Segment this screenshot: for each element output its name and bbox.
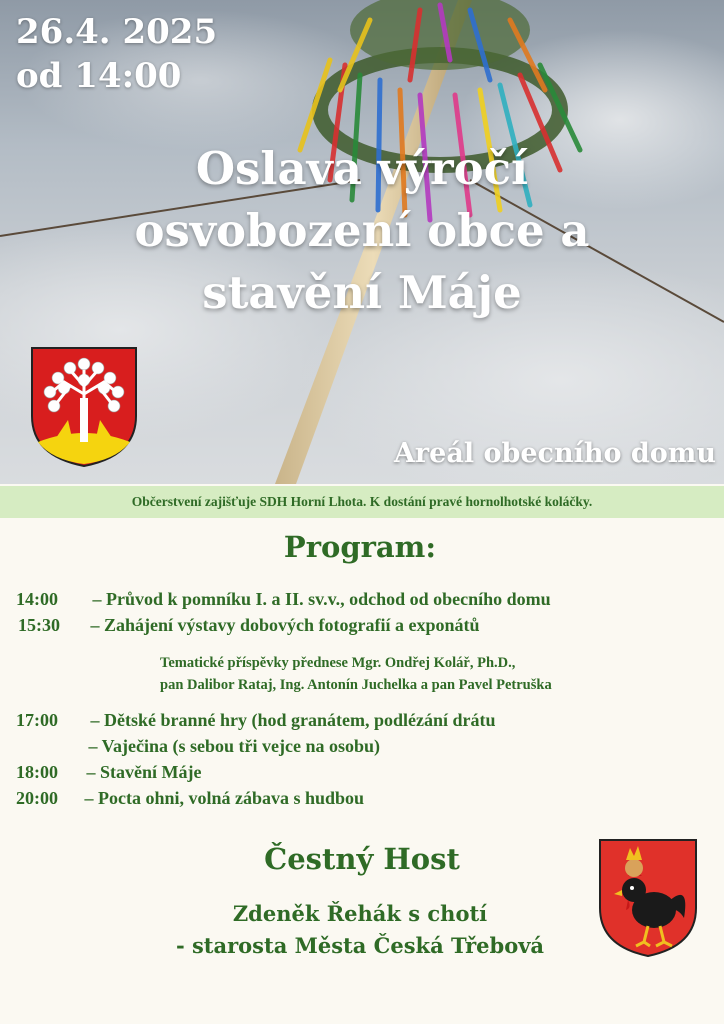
venue-label: Areál obecního domu bbox=[393, 438, 716, 469]
event-date-time bbox=[16, 10, 217, 98]
guest-line: Zdeněk Řehák s chotí bbox=[232, 901, 488, 926]
event-time: od 14:00 bbox=[16, 56, 182, 96]
program-text: – Průvod k pomníku I. a II. sv.v., odchod od obecního domu bbox=[92, 589, 551, 609]
title-line: stavění Máje bbox=[202, 266, 522, 319]
program-text: – Zahájení výstavy dobových fotografií a exponátů bbox=[90, 615, 480, 635]
guest-line: - starosta Města Česká Třebová bbox=[175, 933, 545, 958]
program-time: 17:00 bbox=[16, 710, 58, 730]
program-item bbox=[18, 615, 480, 636]
program-text: – Dětské branné hry (hod granátem, podlézání drátu bbox=[90, 710, 496, 730]
program-text: – Stavění Máje bbox=[86, 762, 202, 782]
program-text: – Pocta ohni, volná zábava s hudbou bbox=[84, 788, 365, 808]
event-date: 26.4. 2025 bbox=[16, 12, 218, 52]
program-time: 20:00 bbox=[16, 788, 58, 808]
refreshments-banner: Občerstvení zajišťuje SDH Horní Lhota. K dostání pravé hornolhotské koláčky. bbox=[0, 486, 724, 518]
program-item bbox=[16, 762, 201, 783]
village-coat-of-arms-icon bbox=[30, 346, 138, 468]
title-line: osvobození obce a bbox=[134, 204, 590, 257]
program-heading: Program: bbox=[283, 530, 437, 564]
guest-heading: Čestný Host bbox=[264, 842, 460, 876]
note-line: pan Dalibor Rataj, Ing. Antonín Juchelka a pan Pavel Petruška bbox=[160, 677, 552, 693]
program-item bbox=[16, 710, 496, 731]
town-coat-of-arms-icon bbox=[598, 838, 698, 958]
hero-photo bbox=[0, 0, 724, 484]
program-time: 15:30 bbox=[18, 615, 60, 635]
program-time: 18:00 bbox=[16, 762, 58, 782]
note-line: Tematické příspěvky přednese Mgr. Ondřej Kolář, Ph.D., bbox=[160, 655, 516, 671]
event-title bbox=[60, 138, 664, 324]
title-line: Oslava výročí bbox=[195, 142, 529, 195]
program-time: 14:00 bbox=[16, 589, 58, 609]
guest-info bbox=[130, 898, 590, 962]
program-item bbox=[16, 589, 551, 610]
program-item bbox=[16, 788, 364, 809]
program-note bbox=[160, 652, 712, 696]
program-item bbox=[16, 736, 380, 757]
program-text: – Vaječina (s sebou tři vejce na osobu) bbox=[88, 736, 380, 756]
